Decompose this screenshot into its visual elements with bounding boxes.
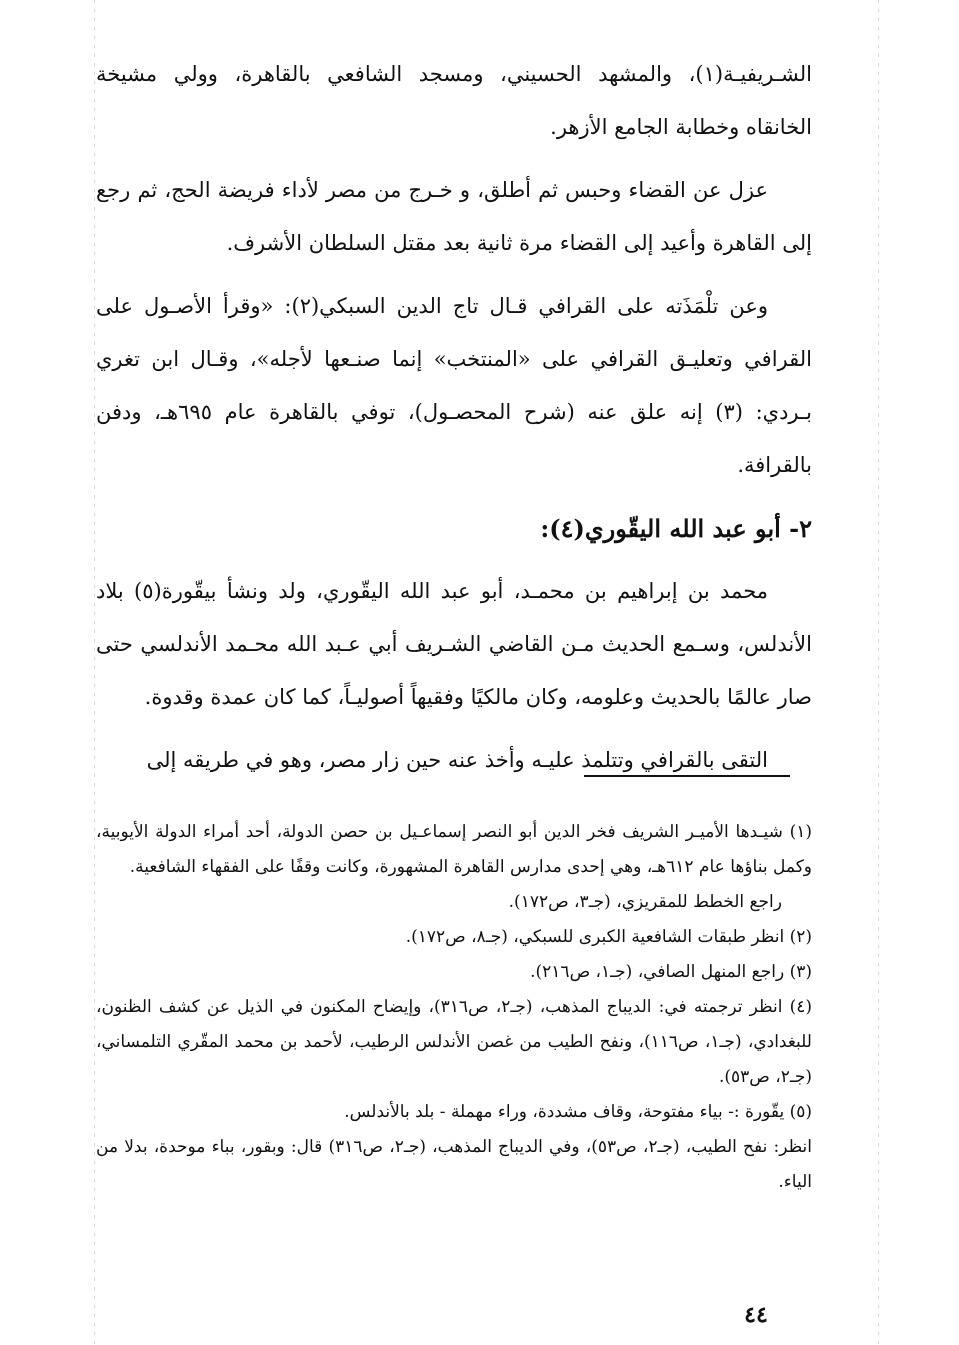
footnote-2: (٢) انظر طبقات الشافعية الكبرى للسبكي، (جـ٨، ص١٧٢). bbox=[405, 927, 812, 947]
paragraph-1: الشـريفيـة(١)، والمشهد الحسيني، ومسجد الشافعي بالقاهرة، وولي مشيخة الخانقاه وخطابة الجامع الأزهر. bbox=[96, 62, 812, 139]
paragraph-4: محمد بن إبراهيم بن محمـد، أبو عبد الله اليقّوري، ولد ونشأ بيقّورة(٥) بلاد الأندلس، وسـمع الحديث مـن القاضي الشـريف أبي عـبد الله محـمد الأندلسي حتى صار عالمًا بالحديث وعلومه، وكان مالكيًا وفقيهاً أصوليـاً، كما كان عمدة وقدوة. bbox=[96, 579, 812, 709]
footnote-1: (١) شيـدها الأميـر الشريف فخر الدين أبو النصر إسماعـيل بن حصن الدولة، أحد أمراء الدولة الأيوبية، وكمل بناؤها عام ٦١٢هـ، وهي إحدى مدارس القاهرة المشهورة، وكانت وقفًا على الفقهاء الشافعية. bbox=[96, 822, 812, 877]
footnote-3: (٣) راجع المنهل الصافي، (جـ١، ص٢١٦). bbox=[530, 962, 812, 982]
paragraph-3: وعن تلْمَذَته على القرافي قـال تاج الدين السبكي(٢): «وقرأ الأصـول على القرافي وتعليـق القرافي على «المنتخب» إنما صنـعها لأجله»، وقـال ابن تغري بـردي: (٣) إنه علق عنه (شرح المحصـول)، توفي بالقاهرة عام ٦٩٥هـ، ودفن بالقرافة. bbox=[96, 294, 813, 477]
footnote-1-reference: راجع الخطط للمقريزي، (جـ٣، ص١٧٢). bbox=[508, 892, 782, 912]
scan-artifact-right bbox=[878, 0, 879, 1345]
footnote-4: (٤) انظر ترجمته في: الديباج المذهب، (جـ٢، ص٣١٦)، وإيضاح المكنون في الذيل عن كشف الظنون، للبغدادي، (جـ١، ص١١٦)، ونفح الطيب من غصن الأندلس الرطيب، لأحمد بن محمد المقّري التلمساني، (جـ٢، ص٥٣). bbox=[96, 997, 813, 1087]
scan-artifact-left bbox=[94, 0, 95, 1345]
main-text bbox=[96, 48, 812, 797]
footnote-5-reference: انظر: نفح الطيب، (جـ٢، ص٥٣)، وفي الديباج المذهب، (جـ٢، ص٣١٦) قال: وبقور، بباء موحدة، بدلا من الياء. bbox=[96, 1137, 812, 1192]
section-heading: ٢- أبو عبد الله اليقّوري(٤): bbox=[540, 514, 812, 543]
paragraph-5: التقى بالقرافي وتتلمذ عليـه وأخذ عنه حين زار مصر، وهو في طريقه إلى bbox=[146, 748, 768, 772]
paragraph-2: عزل عن القضاء وحبس ثم أطلق، و خـرج من مصر لأداء فريضة الحج، ثم رجع إلى القاهرة وأعيد إلى القضاء مرة ثانية بعد مقتل السلطان الأشرف. bbox=[96, 178, 812, 255]
page-number: ٤٤ bbox=[744, 1302, 768, 1328]
footnote-5: (٥) يقّورة :- بياء مفتوحة، وقاف مشددة، وراء مهملة - بلد بالأندلس. bbox=[344, 1102, 812, 1122]
footnotes bbox=[96, 815, 812, 1200]
footnote-separator bbox=[584, 775, 790, 777]
